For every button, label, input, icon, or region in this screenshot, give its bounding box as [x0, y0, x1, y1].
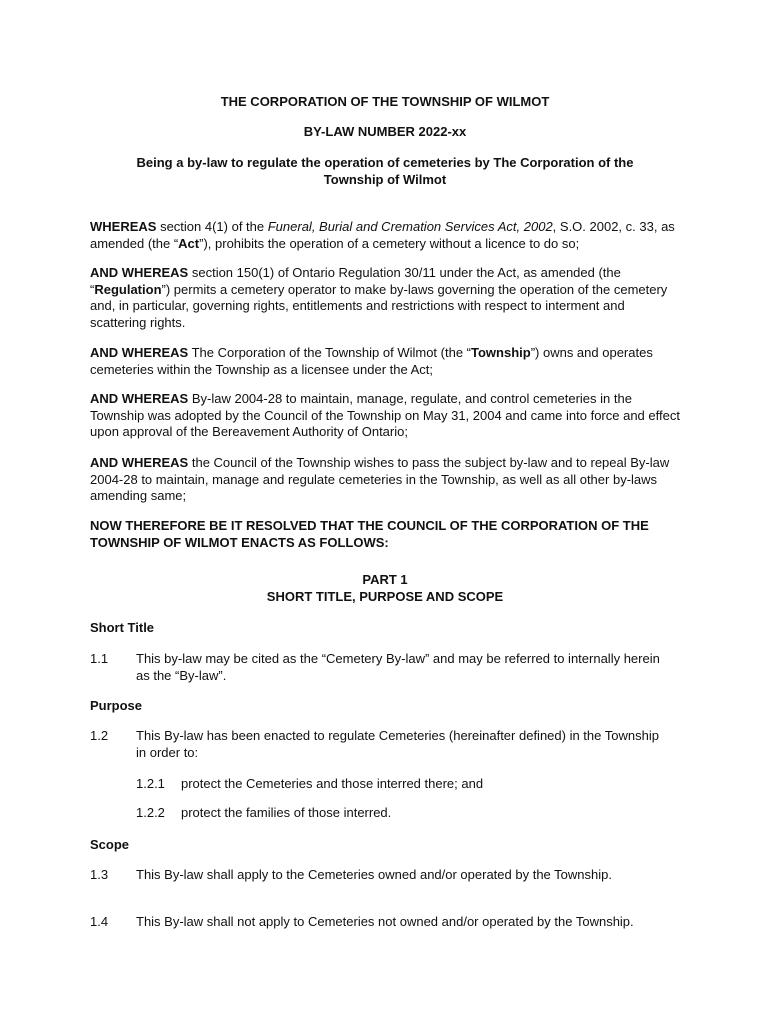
recital-text: The Corporation of the Township of Wilmot (the “ — [188, 345, 471, 360]
subsection-text: protect the families of those interred. — [181, 805, 392, 820]
section-number: 1.4 — [90, 914, 109, 929]
recital-text: section 4(1) of the — [156, 219, 268, 234]
recital-text: the Council of the Township wishes to pass the subject by-law and to repeal By-law 2004-28 to maintain, manage and regulate cemeteries in the Township, as well as all other by-laws amending same; — [90, 455, 670, 503]
recital-1 — [90, 219, 680, 252]
subsection-number: 1.2.1 — [136, 776, 165, 791]
recital-lead: AND WHEREAS — [90, 455, 189, 470]
defined-term: Act — [178, 235, 200, 251]
act-title: Funeral, Burial and Cremation Services Act, 2002 — [267, 219, 553, 234]
section-number: 1.2 — [90, 728, 109, 743]
part-title: SHORT TITLE, PURPOSE AND SCOPE — [266, 589, 504, 604]
recital-4 — [90, 391, 680, 441]
section-number: 1.3 — [90, 867, 109, 882]
bylaw-description — [90, 155, 680, 188]
purpose-heading: Purpose — [90, 698, 143, 713]
defined-term: Regulation — [94, 281, 162, 297]
section-number: 1.1 — [90, 651, 109, 666]
recital-lead: AND WHEREAS — [90, 391, 189, 406]
section-text: This By-law shall apply to the Cemeteries owned and/or operated by the Township. — [136, 867, 612, 882]
recital-3 — [90, 345, 680, 378]
bylaw-number: BY-LAW NUMBER 2022-xx — [303, 124, 467, 139]
recital-text: ”) owns and operates cemeteries within the Township as a licensee under the Act; — [90, 345, 653, 377]
bylaw-description-line2: Township of Wilmot — [323, 171, 447, 187]
recital-text: ”), prohibits the operation of a cemetery without a licence to do so; — [199, 235, 580, 251]
recital-5 — [90, 455, 680, 505]
bylaw-description-line1: Being a by-law to regulate the operation of cemeteries by The Corporation of the — [136, 155, 634, 170]
recital-lead: WHEREAS — [90, 219, 157, 234]
subsection-number: 1.2.2 — [136, 805, 165, 820]
section-text: This By-law shall not apply to Cemeteries not owned and/or operated by the Township. — [136, 914, 634, 929]
enacting-clause: NOW THEREFORE BE IT RESOLVED THAT THE COUNCIL OF THE CORPORATION OF THE TOWNSHIP OF WILMOT ENACTS AS FOLLOWS: — [90, 518, 649, 550]
short-title-heading: Short Title — [90, 620, 155, 635]
part-number: PART 1 — [362, 572, 408, 587]
section-text: This By-law has been enacted to regulate Cemeteries (hereinafter defined) in the Township in order to: — [136, 728, 659, 760]
recital-lead: AND WHEREAS — [90, 345, 189, 360]
defined-term: Township — [471, 345, 531, 360]
corporation-title: THE CORPORATION OF THE TOWNSHIP OF WILMOT — [220, 94, 550, 109]
section-text: This by-law may be cited as the “Cemetery By-law” and may be referred to internally herein as the “By-law”. — [136, 651, 660, 683]
subsection-text: protect the Cemeteries and those interred there; and — [181, 776, 484, 791]
recital-text: , S.O. 2002, c. 33, as amended (the “ — [90, 219, 675, 251]
recital-text: ”) permits a cemetery operator to make by-laws governing the operation of the cemetery and, in particular, governing rights, entitlements and restrictions with respect to interment and scattering rights. — [90, 281, 668, 330]
recital-lead: AND WHEREAS — [90, 265, 189, 280]
scope-heading: Scope — [90, 837, 130, 852]
recital-text: By-law 2004-28 to maintain, manage, regulate, and control cemeteries in the Township was adopted by the Council of the Township on May 31, 2004 and came into force and effect upon approval of the Bereavement Authority of Ontario; — [90, 391, 680, 439]
recital-2 — [90, 265, 680, 331]
recital-text: section 150(1) of Ontario Regulation 30/11 under the Act, as amended (the “ — [90, 265, 621, 297]
